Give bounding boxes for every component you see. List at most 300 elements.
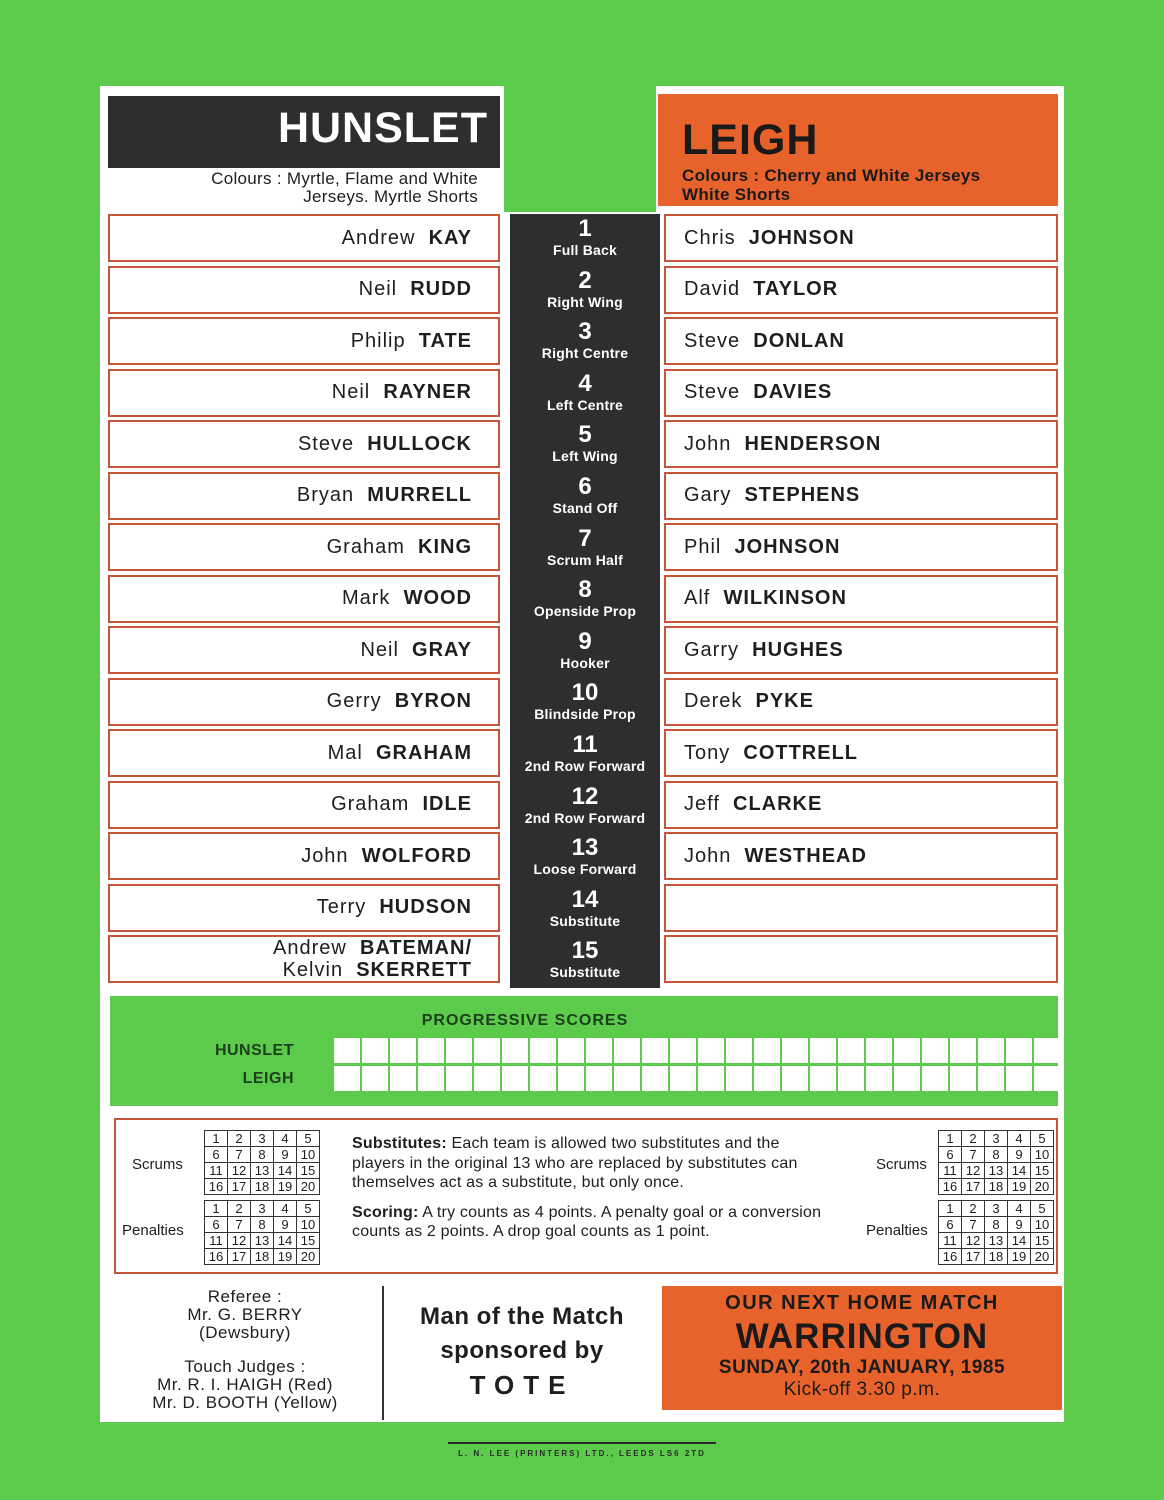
score-box[interactable] [754, 1038, 780, 1063]
tally-cell[interactable]: 4 [1008, 1131, 1031, 1147]
player-surname: MURRELL [367, 484, 472, 506]
home-player-row [108, 472, 500, 520]
tally-row [939, 1131, 1054, 1147]
rules-text [352, 1134, 826, 1242]
player-first-name: Jeff [684, 793, 720, 815]
tally-cell[interactable]: 15 [1031, 1163, 1054, 1179]
away-player-row [664, 214, 1058, 262]
score-box[interactable] [810, 1038, 836, 1063]
tally-cell[interactable]: 16 [939, 1179, 962, 1195]
away-penalties-tally[interactable] [938, 1200, 1054, 1265]
tally-cell[interactable]: 9 [274, 1217, 297, 1233]
player-surname: HENDERSON [744, 432, 882, 455]
away-colours-line: White Shorts [682, 185, 791, 204]
score-box[interactable] [642, 1038, 668, 1063]
next-match-opponent: WARRINGTON [735, 1317, 989, 1356]
away-player-row [664, 832, 1058, 880]
score-box[interactable] [810, 1066, 836, 1091]
score-box[interactable] [838, 1038, 864, 1063]
tally-cell[interactable]: 10 [1031, 1217, 1054, 1233]
score-box[interactable] [642, 1066, 668, 1091]
player-first-name: Gary [684, 484, 732, 506]
tally-cell[interactable]: 18 [985, 1249, 1008, 1265]
score-box[interactable] [362, 1038, 388, 1063]
score-box[interactable] [894, 1038, 920, 1063]
score-box[interactable] [670, 1066, 696, 1091]
away-player-list [664, 214, 1058, 987]
player-first-name: Tony [684, 741, 731, 764]
tally-cell[interactable]: 2 [228, 1131, 251, 1147]
player-first-name: Chris [684, 226, 736, 249]
tally-cell[interactable]: 10 [1031, 1147, 1054, 1163]
tally-cell[interactable]: 16 [205, 1249, 228, 1265]
player-surname: BATEMAN/ [359, 937, 472, 959]
score-box[interactable] [530, 1066, 556, 1091]
tally-cell[interactable]: 13 [251, 1163, 274, 1179]
home-player-row [108, 575, 500, 623]
score-box[interactable] [446, 1038, 472, 1063]
score-box[interactable] [950, 1066, 976, 1091]
position-number: 15 [571, 937, 599, 965]
tally-cell[interactable]: 17 [228, 1179, 251, 1195]
home-penalties-label: Penalties [122, 1222, 184, 1239]
position-number: 2 [578, 266, 592, 294]
position-item [510, 420, 660, 472]
motm-sponsor: TOTE [469, 1370, 575, 1400]
score-box[interactable] [558, 1066, 584, 1091]
position-label: Loose Forward [533, 861, 637, 878]
player-first-name: Steve [684, 329, 741, 352]
score-box[interactable] [502, 1066, 528, 1091]
tally-cell[interactable]: 7 [228, 1217, 251, 1233]
score-box[interactable] [726, 1038, 752, 1063]
away-player-row-empty [664, 935, 1058, 983]
player-first-name: Steve [297, 432, 355, 455]
progressive-home-grid[interactable] [334, 1038, 1062, 1063]
scoring-text: A try counts as 4 points. A penalty goal or a conversion counts as 2 points. A drop goal counts as 1 point. [352, 1203, 822, 1240]
motm-line: sponsored by [440, 1337, 604, 1364]
home-scrums-tally[interactable] [204, 1130, 320, 1195]
player-first-name: John [684, 432, 732, 455]
score-box[interactable] [838, 1066, 864, 1091]
score-box[interactable] [726, 1066, 752, 1091]
position-label: 2nd Row Forward [524, 757, 646, 774]
position-label: Openside Prop [533, 603, 637, 620]
player-first-name: Mark [341, 587, 391, 609]
home-player-row [108, 832, 500, 880]
player-surname: DAVIES [753, 381, 833, 403]
score-box[interactable] [1006, 1066, 1032, 1091]
home-colours-line: Jerseys. Myrtle Shorts [303, 187, 478, 206]
player-surname: RAYNER [383, 381, 472, 403]
score-box[interactable] [474, 1038, 500, 1063]
tally-cell[interactable]: 2 [962, 1201, 985, 1217]
tally-cell[interactable]: 8 [985, 1147, 1008, 1163]
progressive-scores-title: PROGRESSIVE SCORES [421, 1012, 629, 1029]
team-sheet [100, 86, 1064, 1422]
position-item [510, 524, 660, 576]
header-gap [504, 86, 656, 212]
tally-cell[interactable]: 3 [985, 1201, 1008, 1217]
score-box[interactable] [586, 1066, 612, 1091]
tally-cell[interactable]: 1 [939, 1201, 962, 1217]
player-surname: STEPHENS [744, 484, 861, 506]
home-player-row [108, 781, 500, 829]
tally-cell[interactable]: 15 [297, 1163, 320, 1179]
positions-column [510, 214, 660, 988]
position-label: Scrum Half [547, 551, 623, 568]
tally-cell[interactable]: 6 [205, 1217, 228, 1233]
tally-cell[interactable]: 13 [985, 1163, 1008, 1179]
home-scrums-label: Scrums [132, 1156, 183, 1173]
position-number: 13 [571, 834, 599, 862]
referee-label: Referee : [207, 1287, 283, 1306]
score-box[interactable] [586, 1038, 612, 1063]
tally-cell[interactable]: 14 [1008, 1233, 1031, 1249]
player-first-name: Graham [331, 793, 410, 815]
position-label: Left Centre [546, 396, 624, 413]
tally-cell[interactable]: 4 [274, 1201, 297, 1217]
tally-cell[interactable]: 8 [251, 1217, 274, 1233]
score-box[interactable] [390, 1038, 416, 1063]
position-item [510, 214, 660, 266]
tally-cell[interactable]: 5 [1031, 1131, 1054, 1147]
position-item [510, 678, 660, 730]
tally-cell[interactable]: 5 [297, 1131, 320, 1147]
home-player-row [108, 317, 500, 365]
score-box[interactable] [502, 1038, 528, 1063]
away-player-row [664, 523, 1058, 571]
score-box[interactable] [698, 1066, 724, 1091]
score-box[interactable] [558, 1038, 584, 1063]
player-first-name: John [301, 844, 349, 867]
home-colours-line: Colours : Myrtle, Flame and White [211, 169, 478, 188]
position-label: 2nd Row Forward [524, 809, 646, 826]
tally-cell[interactable]: 3 [251, 1201, 274, 1217]
tally-cell[interactable]: 5 [297, 1201, 320, 1217]
score-box[interactable] [866, 1038, 892, 1063]
home-penalties-tally[interactable] [204, 1200, 320, 1265]
player-first-name: Derek [684, 690, 743, 712]
away-team-colours [682, 166, 980, 204]
tally-cell[interactable]: 13 [251, 1233, 274, 1249]
player-surname: KAY [428, 226, 472, 249]
next-match-date: SUNDAY, 20th JANUARY, 1985 [718, 1357, 1006, 1378]
position-item [510, 885, 660, 937]
position-number: 11 [572, 730, 598, 758]
away-scrums-tally[interactable] [938, 1130, 1054, 1195]
tally-cell[interactable]: 3 [985, 1131, 1008, 1147]
tally-cell[interactable]: 11 [205, 1233, 228, 1249]
player-first-name: Andrew [273, 937, 347, 959]
tally-row [205, 1217, 320, 1233]
tally-cell[interactable]: 7 [962, 1217, 985, 1233]
player-surname: COTTRELL [743, 741, 859, 764]
player-surname: CLARKE [733, 793, 823, 815]
score-box[interactable] [978, 1038, 1004, 1063]
tally-row [939, 1233, 1054, 1249]
away-player-row [664, 472, 1058, 520]
score-box[interactable] [446, 1066, 472, 1091]
player-surname: HUGHES [752, 638, 844, 661]
position-number: 5 [578, 421, 592, 449]
position-number: 12 [571, 782, 599, 810]
position-number: 10 [571, 679, 599, 707]
tally-cell[interactable]: 1 [939, 1131, 962, 1147]
tally-row [205, 1131, 320, 1147]
tally-cell[interactable]: 14 [274, 1163, 297, 1179]
player-surname: HULLOCK [367, 432, 472, 455]
tally-cell[interactable]: 3 [251, 1131, 274, 1147]
tally-cell[interactable]: 4 [1008, 1201, 1031, 1217]
player-line [273, 937, 472, 959]
tally-cell[interactable]: 18 [251, 1249, 274, 1265]
player-first-name: John [684, 844, 732, 867]
score-box[interactable] [614, 1066, 640, 1091]
tally-cell[interactable]: 11 [939, 1233, 962, 1249]
tally-row [205, 1249, 320, 1265]
scoring-rule [352, 1203, 826, 1242]
tally-row [939, 1201, 1054, 1217]
position-number: 3 [578, 318, 592, 346]
player-surname: KING [418, 535, 472, 558]
score-box[interactable] [418, 1038, 444, 1063]
position-label: Full Back [552, 242, 618, 258]
tally-cell[interactable]: 1 [205, 1131, 228, 1147]
score-box[interactable] [922, 1038, 948, 1063]
tally-cell[interactable]: 17 [962, 1249, 985, 1265]
tally-cell[interactable]: 10 [297, 1217, 320, 1233]
score-box[interactable] [614, 1038, 640, 1063]
position-item [510, 936, 660, 988]
player-first-name: Philip [350, 329, 406, 352]
man-of-the-match [390, 1300, 654, 1402]
tally-cell[interactable]: 19 [1008, 1249, 1031, 1265]
player-first-name: Andrew [341, 226, 416, 249]
tally-cell[interactable]: 15 [1031, 1233, 1054, 1249]
away-penalties-label: Penalties [866, 1222, 928, 1239]
home-player-row [108, 678, 500, 726]
position-label: Blindside Prop [534, 706, 636, 723]
score-box[interactable] [334, 1066, 360, 1091]
score-box[interactable] [390, 1066, 416, 1091]
tally-cell[interactable]: 6 [939, 1217, 962, 1233]
tally-cell[interactable]: 6 [939, 1147, 962, 1163]
tally-cell[interactable]: 12 [962, 1163, 985, 1179]
substitutes-rule [352, 1134, 826, 1193]
position-item [510, 627, 660, 679]
score-box[interactable] [1006, 1038, 1032, 1063]
tally-cell[interactable]: 11 [205, 1163, 228, 1179]
position-item [510, 782, 660, 834]
score-box[interactable] [922, 1066, 948, 1091]
tally-row [939, 1179, 1054, 1195]
tally-cell[interactable]: 10 [297, 1147, 320, 1163]
player-surname: WOLFORD [361, 844, 472, 867]
away-player-row [664, 369, 1058, 417]
progressive-away-label: LEIGH [242, 1070, 294, 1087]
tally-cell[interactable]: 5 [1031, 1201, 1054, 1217]
tally-cell[interactable]: 2 [228, 1201, 251, 1217]
tally-row [205, 1163, 320, 1179]
away-player-row [664, 266, 1058, 314]
position-number: 1 [578, 215, 592, 242]
tally-cell[interactable]: 20 [1031, 1249, 1054, 1265]
tally-row [205, 1201, 320, 1217]
position-label: Stand Off [552, 499, 618, 516]
player-surname: JOHNSON [748, 226, 855, 249]
substitutes-heading: Substitutes: [352, 1135, 447, 1152]
tally-cell[interactable]: 7 [228, 1147, 251, 1163]
player-surname: WESTHEAD [744, 844, 867, 867]
score-box[interactable] [866, 1066, 892, 1091]
tally-row [205, 1179, 320, 1195]
score-box[interactable] [950, 1038, 976, 1063]
touch-judge-2: Mr. D. BOOTH (Yellow) [152, 1393, 338, 1412]
player-first-name: Gerry [326, 690, 382, 712]
player-surname: GRAHAM [376, 741, 472, 764]
player-first-name: Alf [684, 587, 711, 609]
home-player-row [108, 935, 500, 983]
player-surname: BYRON [394, 690, 472, 712]
score-box[interactable] [754, 1066, 780, 1091]
away-player-row [664, 729, 1058, 777]
tally-cell[interactable]: 9 [1008, 1217, 1031, 1233]
position-item [510, 317, 660, 369]
next-home-match [662, 1286, 1062, 1410]
player-first-name: Terry [316, 896, 367, 918]
tally-cell[interactable]: 2 [962, 1131, 985, 1147]
tally-cell[interactable]: 14 [274, 1233, 297, 1249]
away-team-header [656, 86, 1064, 212]
tally-cell[interactable]: 7 [962, 1147, 985, 1163]
player-first-name: Neil [360, 638, 399, 661]
position-number: 6 [578, 472, 592, 500]
score-box[interactable] [782, 1038, 808, 1063]
rules-panel [114, 1118, 1058, 1274]
tally-cell[interactable]: 17 [962, 1179, 985, 1195]
tally-cell[interactable]: 16 [939, 1249, 962, 1265]
position-item [510, 833, 660, 885]
tally-cell[interactable]: 18 [251, 1179, 274, 1195]
score-box[interactable] [530, 1038, 556, 1063]
tally-cell[interactable]: 19 [1008, 1179, 1031, 1195]
tally-cell[interactable]: 9 [1008, 1147, 1031, 1163]
player-surname: IDLE [422, 793, 472, 815]
score-box[interactable] [474, 1066, 500, 1091]
position-label: Substitute [549, 964, 621, 981]
score-box[interactable] [1034, 1066, 1060, 1091]
tally-cell[interactable]: 13 [985, 1233, 1008, 1249]
home-player-row [108, 626, 500, 674]
position-label: Substitute [549, 912, 621, 929]
away-player-row [664, 420, 1058, 468]
score-box[interactable] [1034, 1038, 1060, 1063]
tally-cell[interactable]: 12 [962, 1233, 985, 1249]
away-player-row [664, 781, 1058, 829]
away-player-row [664, 575, 1058, 623]
home-player-row [108, 420, 500, 468]
tally-cell[interactable]: 16 [205, 1179, 228, 1195]
next-match-heading: OUR NEXT HOME MATCH [725, 1292, 999, 1314]
touch-judges-label: Touch Judges : [184, 1357, 306, 1376]
tally-row [205, 1147, 320, 1163]
score-box[interactable] [670, 1038, 696, 1063]
progressive-home-label: HUNSLET [214, 1042, 294, 1059]
away-player-row-empty [664, 884, 1058, 932]
player-surname: SKERRETT [356, 959, 472, 981]
progressive-away-grid[interactable] [334, 1066, 1062, 1091]
tally-cell[interactable]: 20 [297, 1179, 320, 1195]
officials-divider [382, 1286, 384, 1420]
home-player-row [108, 214, 500, 262]
touch-judge-1: Mr. R. I. HAIGH (Red) [157, 1375, 333, 1394]
tally-cell[interactable]: 20 [1031, 1179, 1054, 1195]
position-number: 14 [571, 885, 599, 913]
home-player-row [108, 369, 500, 417]
tally-cell[interactable]: 18 [985, 1179, 1008, 1195]
tally-row [939, 1249, 1054, 1265]
away-team-name: LEIGH [682, 116, 819, 164]
tally-cell[interactable]: 4 [274, 1131, 297, 1147]
position-label: Hooker [560, 654, 610, 671]
away-player-row [664, 626, 1058, 674]
tally-cell[interactable]: 14 [1008, 1163, 1031, 1179]
position-number: 8 [578, 576, 592, 604]
next-match-kickoff: Kick-off 3.30 p.m. [783, 1379, 941, 1400]
home-player-row [108, 884, 500, 932]
tally-cell[interactable]: 1 [205, 1201, 228, 1217]
score-box[interactable] [418, 1066, 444, 1091]
motm-line: Man of the Match [420, 1303, 624, 1330]
score-box[interactable] [894, 1066, 920, 1091]
tally-cell[interactable]: 12 [228, 1233, 251, 1249]
player-first-name: Neil [331, 381, 371, 403]
player-surname: GRAY [412, 638, 472, 661]
tally-cell[interactable]: 6 [205, 1147, 228, 1163]
home-player-row [108, 729, 500, 777]
home-team-header [100, 86, 504, 212]
tally-cell[interactable]: 19 [274, 1249, 297, 1265]
position-number: 4 [578, 369, 592, 397]
score-box[interactable] [698, 1038, 724, 1063]
tally-cell[interactable]: 12 [228, 1163, 251, 1179]
tally-cell[interactable]: 19 [274, 1179, 297, 1195]
position-number: 9 [578, 627, 592, 655]
tally-cell[interactable]: 11 [939, 1163, 962, 1179]
score-box[interactable] [782, 1066, 808, 1091]
tally-cell[interactable]: 15 [297, 1233, 320, 1249]
position-item [510, 472, 660, 524]
tally-cell[interactable]: 8 [251, 1147, 274, 1163]
printer-imprint: L. N. LEE (PRINTERS) LTD., LEEDS LS6 2TD [448, 1442, 716, 1464]
score-box[interactable] [978, 1066, 1004, 1091]
position-item [510, 369, 660, 421]
tally-cell[interactable]: 8 [985, 1217, 1008, 1233]
player-surname: PYKE [755, 690, 814, 712]
tally-row [939, 1163, 1054, 1179]
position-label: Right Wing [547, 293, 623, 310]
player-first-name: Garry [684, 638, 739, 661]
tally-cell[interactable]: 9 [274, 1147, 297, 1163]
tally-cell[interactable]: 20 [297, 1249, 320, 1265]
player-first-name: Kelvin [282, 959, 344, 981]
player-first-name: Neil [358, 278, 398, 300]
score-box[interactable] [334, 1038, 360, 1063]
player-first-name: Phil [684, 535, 722, 558]
tally-cell[interactable]: 17 [228, 1249, 251, 1265]
score-box[interactable] [362, 1066, 388, 1091]
